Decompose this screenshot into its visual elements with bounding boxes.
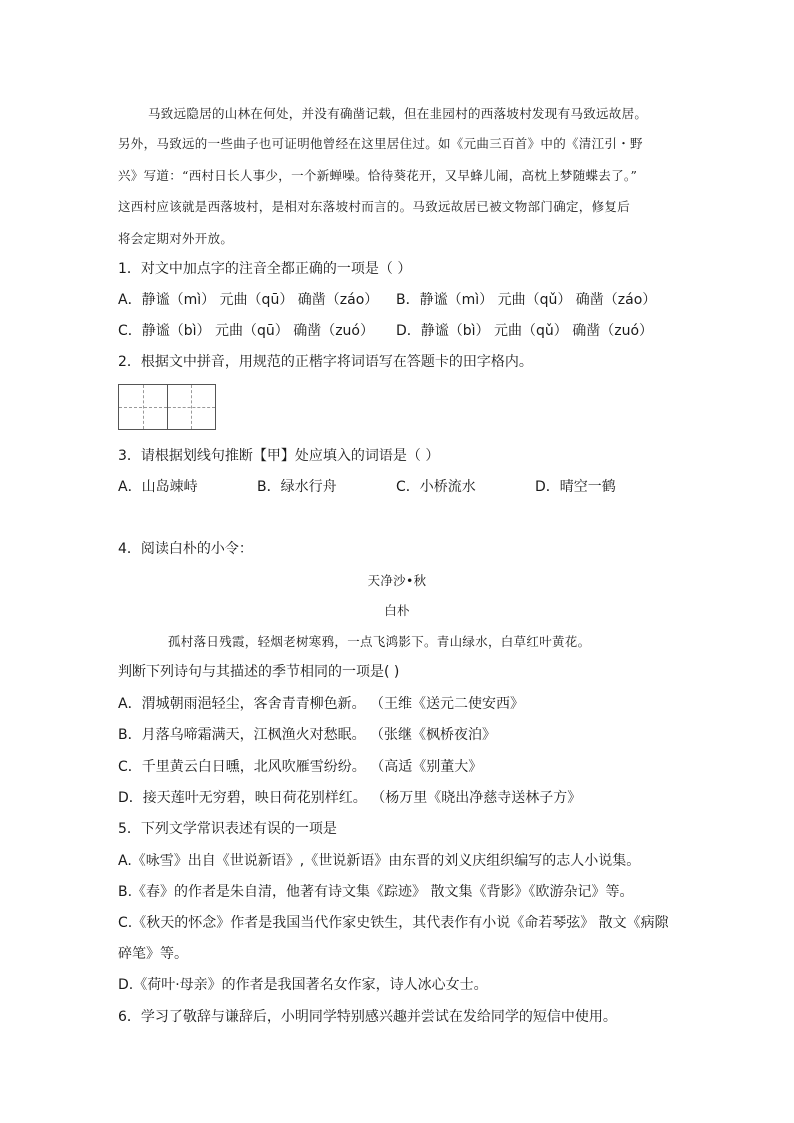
q4-option-a: A．渭城朝雨浥轻尘，客舍青青柳色新。 （王维《送元二使安西》 — [118, 696, 525, 712]
q4-question: 判断下列诗句与其描述的季节相同的一项是( ) — [118, 664, 400, 680]
passage-line-2: 另外，马致远的一些曲子也可证明他曾经在这里居住过。如《元曲三百首》中的《清江引・野 — [118, 136, 643, 151]
q1-option-a: A．静谧（mì） 元曲（qū） 确凿（záo） — [118, 292, 379, 308]
q1-option-c: C．静谧（bì） 元曲（qū） 确凿（zuó） — [118, 323, 374, 339]
q6-stem: 6．学习了敬辞与谦辞后，小明同学特别感兴趣并尝试在发给同学的短信中使用。 — [118, 1009, 617, 1025]
q5-option-b: B.《春》的作者是朱自清，他著有诗文集《踪迹》 散文集《背影》《欧游杂记》等。 — [118, 884, 634, 900]
tianzige-cell — [168, 385, 216, 429]
passage-line-4: 这西村应该就是西落坡村，是相对东落坡村而言的。马致远故居已被文物部门确定，修复后 — [118, 199, 631, 214]
q3-option-d: D．晴空一鹤 — [535, 479, 616, 495]
q5-option-c-line-1: C.《秋天的怀念》作者是我国当代作家史铁生，其代表作有小说《命若琴弦》 散文《病隙 — [118, 915, 669, 931]
tianzige-grid — [118, 384, 216, 430]
q3-stem: 3．请根据划线句推断【甲】处应填入的词语是（ ） — [118, 448, 440, 464]
q1-stem: 1．对文中加点字的注音全都正确的一项是（ ） — [118, 261, 412, 277]
q5-option-a: A.《咏雪》出自《世说新语》,《世说新语》由东晋的刘义庆组织编写的志人小说集。 — [118, 853, 641, 869]
tianzige-cell — [119, 385, 168, 429]
q5-option-d: D.《荷叶·母亲》的作者是我国著名女作家，诗人冰心女士。 — [118, 977, 488, 993]
q4-option-c: C．千里黄云白日曛，北风吹雁雪纷纷。 （高适《别董大》 — [118, 759, 483, 775]
q3-option-a: A．山岛竦峙 — [118, 479, 198, 495]
q1-option-d: D．静谧（bì） 元曲（qǔ） 确凿（zuó） — [396, 323, 654, 339]
q4-option-b: B．月落乌啼霜满天，江枫渔火对愁眠。 （张继《枫桥夜泊》 — [118, 727, 497, 743]
q5-stem: 5．下列文学常识表述有误的一项是 — [118, 821, 337, 837]
q3-option-b: B．绿水行舟 — [257, 479, 337, 495]
q4-stem: 4．阅读白朴的小令： — [118, 541, 253, 557]
passage-line-5: 将会定期对外开放。 — [118, 231, 234, 246]
q3-option-c: C．小桥流水 — [396, 479, 476, 495]
q4-option-d: D．接天莲叶无穷碧，映日荷花别样红。 （杨万里《晓出净慈寺送林子方》 — [118, 790, 582, 806]
poem-author: 白朴 — [384, 603, 410, 618]
q5-option-c-line-2: 碎笔》等。 — [118, 946, 188, 962]
poem-text: 孤村落日残霞，轻烟老树寒鸦，一点飞鸿影下。青山绿水，白草红叶黄花。 — [168, 634, 591, 649]
passage-line-3: 兴》写道：“西村日长人事少，一个新蝉噪。恰待葵花开，又早蜂儿闹，高枕上梦随蝶去了。” — [118, 168, 638, 183]
q2-stem: 2．根据文中拼音，用规范的正楷字将词语写在答题卡的田字格内。 — [118, 354, 533, 370]
poem-title: 天净沙•秋 — [367, 573, 427, 588]
q1-option-b: B．静谧（mì） 元曲（qǔ） 确凿（záo） — [396, 292, 657, 308]
passage-line-1: 马致远隐居的山林在何处，并没有确凿记载，但在韭园村的西落坡村发现有马致远故居。 — [148, 106, 648, 121]
